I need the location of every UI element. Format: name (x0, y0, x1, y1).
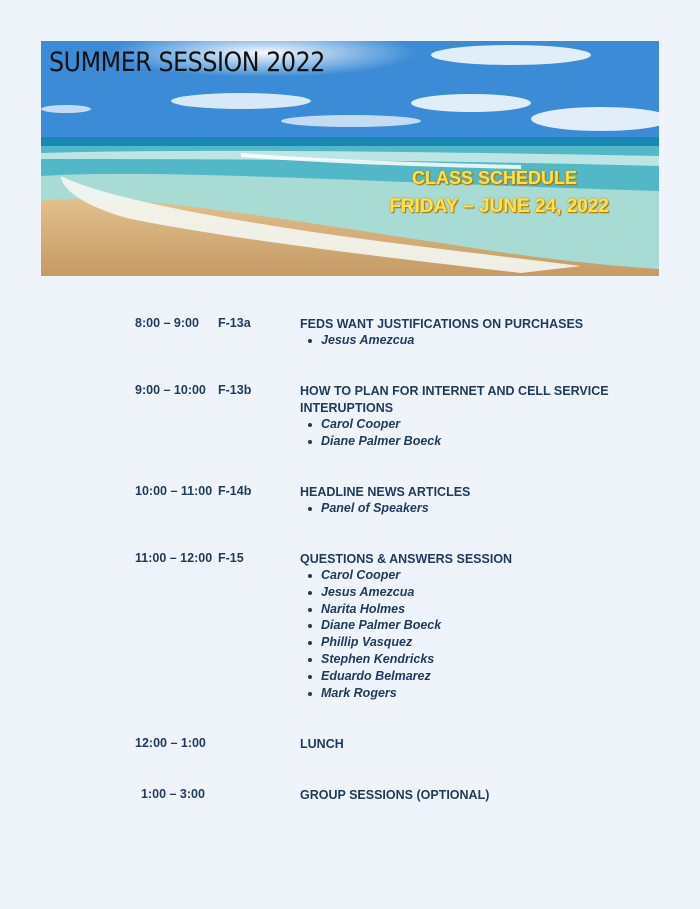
session-time: 10:00 – 11:00 (135, 484, 213, 498)
speaker-item: Stephen Kendricks (306, 651, 441, 668)
banner-subtitle-date: FRIDAY – JUNE 24, 2022 (389, 196, 609, 217)
session-title: HOW TO PLAN FOR INTERNET AND CELL SERVICE INTERUPTIONS (300, 384, 609, 415)
speaker-item: Panel of Speakers (306, 500, 429, 517)
speaker-item: Jesus Amezcua (306, 584, 441, 601)
session-time: 11:00 – 12:00 (135, 551, 213, 565)
session-time: 12:00 – 1:00 (135, 736, 206, 750)
speaker-item: Eduardo Belmarez (306, 668, 441, 685)
session-code: F-14b (218, 484, 252, 498)
speaker-item: Phillip Vasquez (306, 634, 441, 651)
session-code: F-15 (218, 551, 244, 565)
banner-title: SUMMER SESSION 2022 (49, 47, 325, 78)
session-title: FEDS WANT JUSTIFICATIONS ON PURCHASES (300, 317, 584, 331)
session-title: GROUP SESSIONS (OPTIONAL) (300, 788, 490, 802)
banner-subtitle-class-schedule: CLASS SCHEDULE (411, 168, 577, 188)
session-code: F-13a (218, 316, 251, 330)
speaker-item: Diane Palmer Boeck (306, 617, 441, 634)
session-title: QUESTIONS & ANSWERS SESSION (300, 552, 513, 566)
speaker-item: Carol Cooper (306, 416, 441, 433)
speaker-item: Diane Palmer Boeck (306, 433, 441, 450)
session-title: HEADLINE NEWS ARTICLES (300, 485, 471, 499)
speaker-item: Jesus Amezcua (306, 332, 414, 349)
speaker-list (306, 332, 414, 349)
session-code: F-13b (218, 383, 252, 397)
speaker-item: Narita Holmes (306, 601, 441, 618)
speaker-item: Carol Cooper (306, 567, 441, 584)
speaker-list (306, 500, 429, 517)
speaker-list (306, 416, 441, 450)
session-title: LUNCH (300, 737, 344, 751)
speaker-list (306, 567, 441, 701)
session-time: 1:00 – 3:00 (141, 787, 205, 801)
session-time: 9:00 – 10:00 (135, 383, 206, 397)
speaker-item: Mark Rogers (306, 685, 441, 702)
session-time: 8:00 – 9:00 (135, 316, 199, 330)
